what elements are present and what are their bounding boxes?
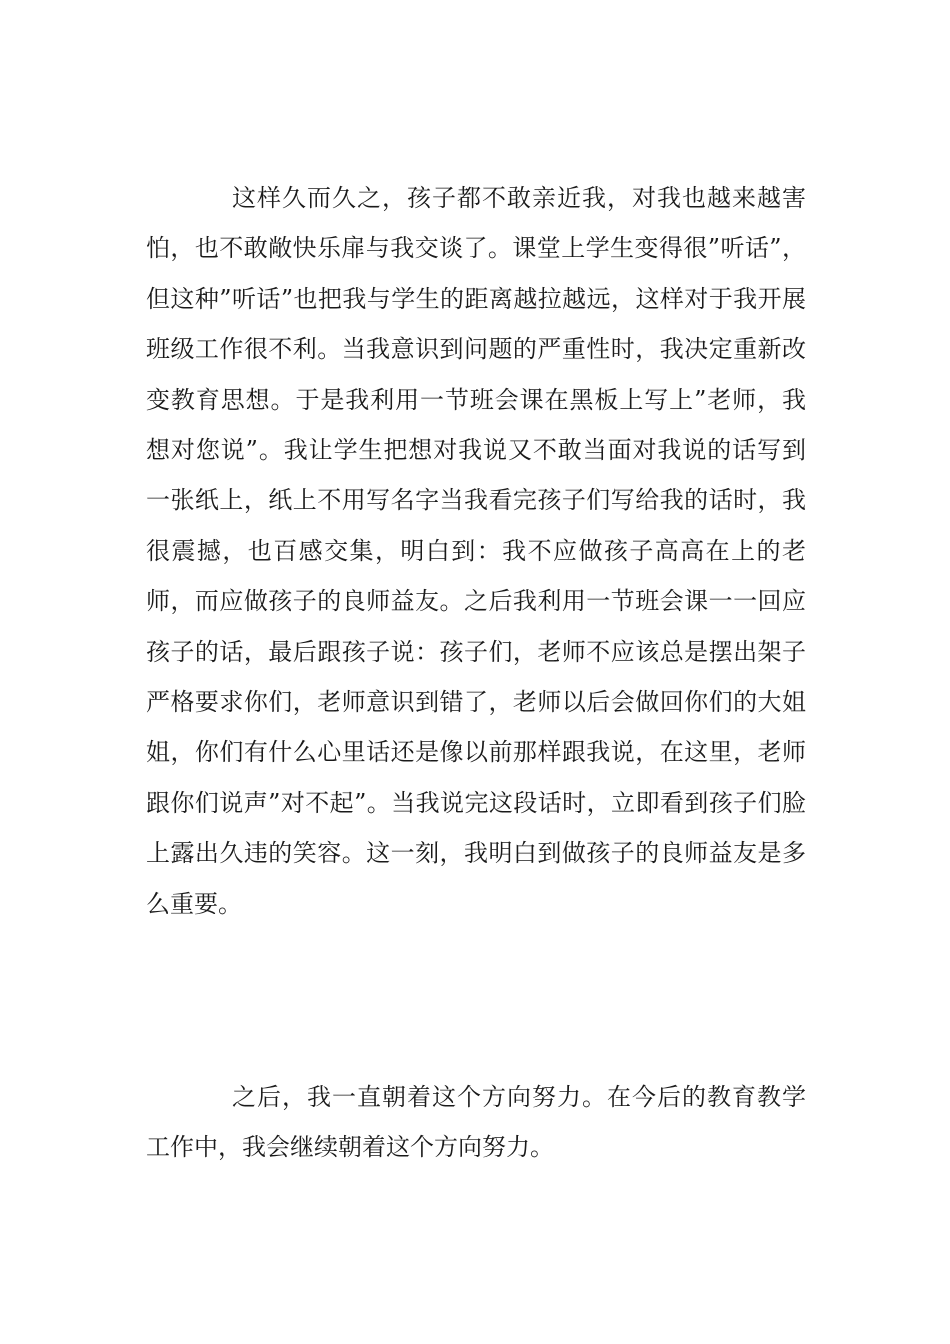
paragraph-1: 这样久而久之，孩子都不敢亲近我，对我也越来越害怕，也不敢敞快乐扉与我交谈了。课堂上学生变得很”听话”，但这种”听话”也把我与学生的距离越拉越远，这样对于我开展班级工作很不利。当我意识到问题的严重性时，我决定重新改变教育思想。于是我利用一节班会课在黑板上写上”老师，我想对您说”。我让学生把想对我说又不敢当面对我说的话写到一张纸上，纸上不用写名字当我看完孩子们写给我的话时，我很震撼，也百感交集，明白到：我不应做孩子高高在上的老师，而应做孩子的良师益友。之后我利用一节班会课一一回应孩子的话，最后跟孩子说：孩子们，老师不应该总是摆出架子严格要求你们，老师意识到错了，老师以后会做回你们的大姐姐，你们有什么心里话还是像以前那样跟我说，在这里，老师跟你们说声”对不起”。当我说完这段话时，立即看到孩子们脸上露出久违的笑容。这一刻，我明白到做孩子的良师益友是多么重要。 (146, 184, 806, 918)
paragraph-2: 之后，我一直朝着这个方向努力。在今后的教育教学工作中，我会继续朝着这个方向努力。 (146, 1083, 806, 1162)
